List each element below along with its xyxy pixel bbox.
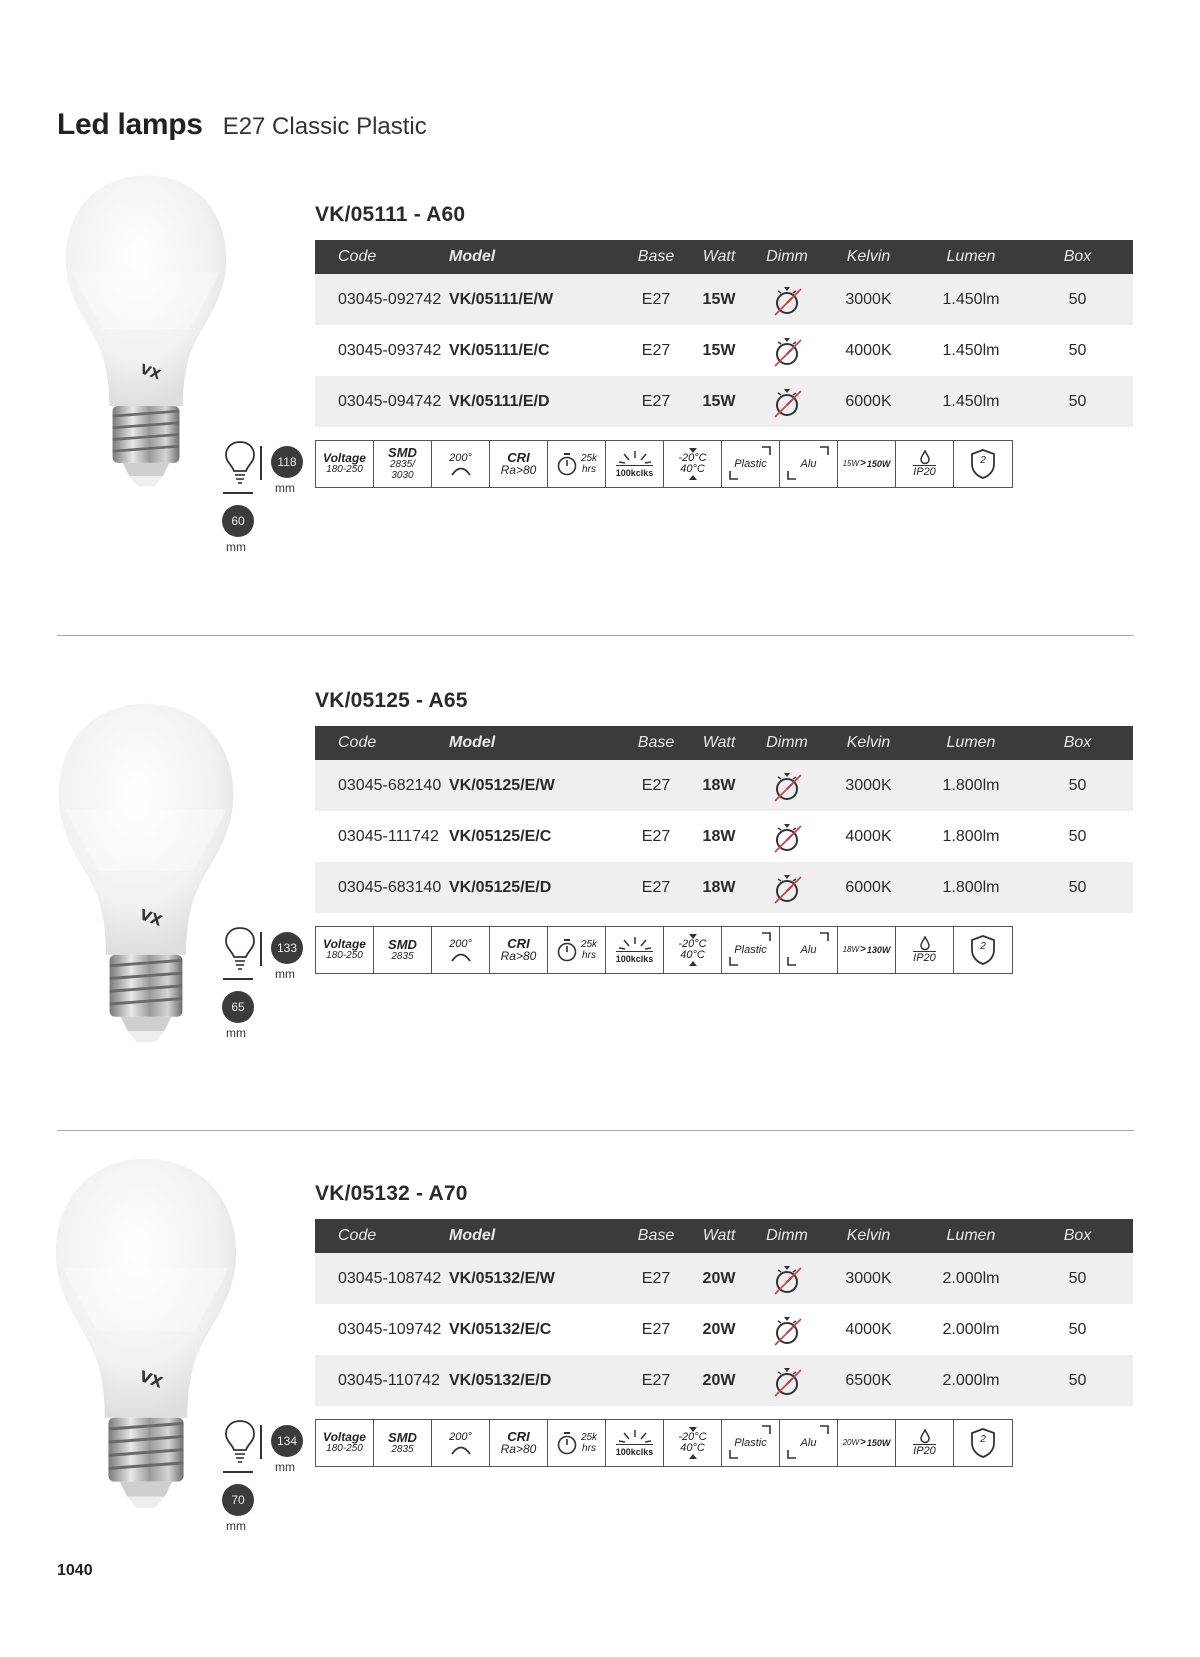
product-model: VK/05111/E/D <box>449 392 550 410</box>
equiv-watt: 15W <box>842 459 860 468</box>
product-box: 50 <box>1068 776 1087 794</box>
column-header-base: Base <box>637 1227 675 1244</box>
voltage-value: 180-250 <box>326 464 363 475</box>
table-row <box>315 862 1133 913</box>
lifetime-value: 25k <box>580 1432 598 1443</box>
dimm-cell <box>757 871 817 905</box>
equivalent-watt-feature <box>838 441 896 487</box>
equivalent-watt-feature <box>838 927 896 973</box>
dimm-cell <box>757 334 817 368</box>
cri-value: Ra>80 <box>500 1442 537 1456</box>
product-base: E27 <box>641 290 671 308</box>
bulb-outline-icon <box>223 1419 257 1467</box>
body-material-value: Plastic <box>734 944 767 956</box>
product-kelvin: 4000K <box>845 341 892 359</box>
no-dimming-icon <box>770 1364 804 1398</box>
product-kelvin: 6000K <box>845 878 892 896</box>
voltage-feature <box>316 1420 374 1466</box>
column-header-base: Base <box>637 248 675 265</box>
equiv-watt: 18W <box>842 945 860 954</box>
equiv-incandescent: 150W <box>866 1438 891 1448</box>
product-kelvin: 4000K <box>845 1320 892 1338</box>
led-bulb-image <box>62 172 230 498</box>
product-code: 03045-111742 <box>338 827 439 845</box>
product-title: VK/05125 - A65 <box>315 689 468 712</box>
temp-high: 40°C <box>680 1442 705 1454</box>
no-dimming-icon <box>770 1262 804 1296</box>
temp-low: -20°C <box>678 452 707 464</box>
column-header-model: Model <box>449 734 496 751</box>
product-box: 50 <box>1068 827 1087 845</box>
cri-feature <box>490 1420 548 1466</box>
column-header-box: Box <box>1063 248 1092 265</box>
dimm-cell <box>757 1313 817 1347</box>
product-box: 50 <box>1068 1269 1087 1287</box>
temp-low: -20°C <box>678 1431 707 1443</box>
water-drop-icon <box>919 1429 931 1444</box>
cri-value: Ra>80 <box>500 463 537 477</box>
ip-rating-value: IP20 <box>913 952 936 964</box>
no-dimming-icon <box>770 283 804 317</box>
section-divider <box>57 1130 1134 1131</box>
column-header-dimm: Dimm <box>766 1227 808 1244</box>
dimension-block <box>215 926 305 1046</box>
diameter-unit: mm <box>226 540 246 554</box>
ip-rating-feature <box>896 1420 954 1466</box>
height-badge: 118 <box>271 446 303 478</box>
arrow-up-icon <box>689 475 697 480</box>
dimm-cell <box>757 283 817 317</box>
product-kelvin: 3000K <box>845 776 892 794</box>
switching-value: 100kclks <box>616 951 654 965</box>
table-row <box>315 1355 1133 1406</box>
lifetime-feature <box>548 1420 606 1466</box>
product-base: E27 <box>641 341 671 359</box>
lifetime-feature <box>548 441 606 487</box>
smd-value: 2835 <box>391 950 414 962</box>
height-unit: mm <box>275 481 295 495</box>
no-dimming-icon <box>770 820 804 854</box>
corner-bracket-icon <box>780 927 836 971</box>
switch-burst-icon <box>615 935 655 951</box>
voltage-feature <box>316 441 374 487</box>
column-header-kelvin: Kelvin <box>846 734 891 751</box>
height-marker <box>260 1425 262 1459</box>
voltage-label: Voltage <box>323 1430 366 1444</box>
stopwatch-icon <box>556 938 578 962</box>
product-watt: 20W <box>702 1371 736 1389</box>
smd-value: 2835/ 3030 <box>389 459 416 481</box>
product-base: E27 <box>641 878 671 896</box>
warranty-feature <box>954 441 1012 487</box>
product-base: E27 <box>641 392 671 410</box>
product-code: 03045-092742 <box>338 290 442 308</box>
lifetime-text <box>581 1432 597 1454</box>
temperature-feature <box>664 1420 722 1466</box>
ip-rating-feature <box>896 441 954 487</box>
product-code: 03045-682140 <box>338 776 442 794</box>
no-dimming-icon <box>770 769 804 803</box>
product-kelvin: 4000K <box>845 827 892 845</box>
led-bulb-image <box>55 700 237 1055</box>
feature-strip <box>315 926 1013 974</box>
product-lumen: 2.000lm <box>942 1320 1000 1338</box>
width-marker <box>223 492 253 494</box>
beam-angle-value: 200° <box>449 452 472 464</box>
switching-feature <box>606 1420 664 1466</box>
diameter-unit: mm <box>226 1519 246 1533</box>
table-row <box>315 760 1133 811</box>
water-drop-icon <box>919 936 931 951</box>
height-unit: mm <box>275 1460 295 1474</box>
column-header-code: Code <box>338 1227 377 1244</box>
voltage-label: Voltage <box>323 451 366 465</box>
equiv-incandescent: 130W <box>866 945 891 955</box>
lifetime-feature <box>548 927 606 973</box>
column-header-model: Model <box>449 248 496 265</box>
arrow-up-icon <box>689 1454 697 1459</box>
beam-arc-icon <box>449 464 473 476</box>
column-header-base: Base <box>637 734 675 751</box>
warranty-feature <box>954 927 1012 973</box>
product-base: E27 <box>641 1269 671 1287</box>
column-header-kelvin: Kelvin <box>846 1227 891 1244</box>
heatsink-feature <box>780 441 838 487</box>
body-material-feature <box>722 927 780 973</box>
column-header-lumen: Lumen <box>946 734 996 751</box>
table-header <box>315 1219 1133 1253</box>
lifetime-unit: hrs <box>582 1443 596 1454</box>
product-box: 50 <box>1068 290 1087 308</box>
product-base: E27 <box>641 776 671 794</box>
product-kelvin: 3000K <box>845 290 892 308</box>
product-watt: 15W <box>702 290 736 308</box>
product-lumen: 1.450lm <box>942 392 1000 410</box>
table-header <box>315 726 1133 760</box>
smd-value: 2835 <box>391 1443 414 1455</box>
column-header-watt: Watt <box>702 248 736 265</box>
no-dimming-icon <box>770 385 804 419</box>
temp-low: -20°C <box>678 938 707 950</box>
heatsink-feature <box>780 1420 838 1466</box>
dimm-cell <box>757 1262 817 1296</box>
column-header-dimm: Dimm <box>766 248 808 265</box>
switching-feature <box>606 927 664 973</box>
dimension-block <box>215 1419 305 1539</box>
warranty-years: 2 <box>980 1434 986 1445</box>
diameter-badge: 65 <box>222 991 254 1023</box>
section-divider <box>57 635 1134 636</box>
voltage-label: Voltage <box>323 937 366 951</box>
warranty-years: 2 <box>980 455 986 466</box>
smd-label: SMD <box>388 936 417 952</box>
cri-label: CRI <box>507 450 530 465</box>
product-code: 03045-110742 <box>338 1371 441 1389</box>
body-material-value: Plastic <box>734 1437 767 1449</box>
height-unit: mm <box>275 967 295 981</box>
heatsink-value: Alu <box>800 1437 817 1449</box>
led-bulb-image <box>52 1155 240 1521</box>
height-marker <box>260 932 262 966</box>
page-title <box>57 108 427 142</box>
height-badge: 134 <box>271 1425 303 1457</box>
corner-bracket-icon <box>722 927 778 971</box>
bulb-outline-icon <box>223 440 257 488</box>
width-marker <box>223 978 253 980</box>
product-code: 03045-094742 <box>338 392 442 410</box>
spec-table <box>315 726 1133 913</box>
spec-table <box>315 240 1133 427</box>
lifetime-unit: hrs <box>582 464 596 475</box>
bulb-image <box>52 1155 240 1526</box>
product-box: 50 <box>1068 341 1087 359</box>
product-watt: 15W <box>702 341 736 359</box>
column-header-box: Box <box>1063 734 1092 751</box>
voltage-value: 180-250 <box>326 950 363 961</box>
bulb-image <box>62 172 230 503</box>
voltage-value: 180-250 <box>326 1443 363 1454</box>
feature-strip <box>315 440 1013 488</box>
column-header-lumen: Lumen <box>946 1227 996 1244</box>
svg-text:VX: VX <box>137 1367 166 1392</box>
dimm-cell <box>757 385 817 419</box>
cri-label: CRI <box>507 936 530 951</box>
product-lumen: 1.800lm <box>942 878 1000 896</box>
no-dimming-icon <box>770 334 804 368</box>
smd-feature <box>374 1420 432 1466</box>
product-model: VK/05132/E/C <box>449 1320 552 1338</box>
product-title: VK/05111 - A60 <box>315 203 466 226</box>
cri-feature <box>490 927 548 973</box>
table-row <box>315 274 1133 325</box>
smd-label: SMD <box>388 445 417 460</box>
product-watt: 20W <box>702 1320 736 1338</box>
smd-label: SMD <box>388 1429 417 1445</box>
cri-value: Ra>80 <box>500 949 537 963</box>
product-base: E27 <box>641 1371 671 1389</box>
arrow-up-icon <box>689 961 697 966</box>
lifetime-value: 25k <box>580 453 598 464</box>
product-lumen: 1.450lm <box>942 290 1000 308</box>
product-kelvin: 3000K <box>845 1269 892 1287</box>
temp-high: 40°C <box>680 463 705 475</box>
dimm-cell <box>757 820 817 854</box>
dimm-cell <box>757 1364 817 1398</box>
spec-table <box>315 1219 1133 1406</box>
product-watt: 18W <box>702 776 736 794</box>
heatsink-value: Alu <box>800 944 817 956</box>
product-model: VK/05111/E/W <box>449 290 554 308</box>
column-header-dimm: Dimm <box>766 734 808 751</box>
corner-bracket-icon <box>722 441 778 485</box>
product-lumen: 2.000lm <box>942 1269 1000 1287</box>
product-model: VK/05132/E/D <box>449 1371 552 1389</box>
dimension-block <box>215 440 305 560</box>
temp-high: 40°C <box>680 949 705 961</box>
product-box: 50 <box>1068 1371 1087 1389</box>
product-watt: 15W <box>702 392 736 410</box>
product-code: 03045-109742 <box>338 1320 442 1338</box>
smd-feature <box>374 927 432 973</box>
switching-value: 100kclks <box>616 465 654 479</box>
ip-rating-feature <box>896 927 954 973</box>
no-dimming-icon <box>770 871 804 905</box>
product-watt: 18W <box>702 827 736 845</box>
product-model: VK/05125/E/D <box>449 878 552 896</box>
bulb-image <box>55 700 237 1060</box>
product-title: VK/05132 - A70 <box>315 1182 468 1205</box>
lifetime-unit: hrs <box>582 950 596 961</box>
dimm-cell <box>757 769 817 803</box>
warranty-years: 2 <box>980 941 986 952</box>
beam-angle-value: 200° <box>449 938 472 950</box>
diameter-unit: mm <box>226 1026 246 1040</box>
lifetime-value: 25k <box>580 939 598 950</box>
equivalent-watt-feature <box>838 1420 896 1466</box>
heatsink-value: Alu <box>800 458 817 470</box>
product-lumen: 1.450lm <box>942 341 1000 359</box>
product-kelvin: 6500K <box>845 1371 892 1389</box>
product-kelvin: 6000K <box>845 392 892 410</box>
product-model: VK/05111/E/C <box>449 341 550 359</box>
width-marker <box>223 1471 253 1473</box>
height-marker <box>260 446 262 480</box>
height-badge: 133 <box>271 932 303 964</box>
body-material-feature <box>722 441 780 487</box>
smd-feature <box>374 441 432 487</box>
page-subtitle: E27 Classic Plastic <box>222 113 427 140</box>
product-model: VK/05132/E/W <box>449 1269 555 1287</box>
equiv-incandescent: 150W <box>866 459 891 469</box>
table-row <box>315 376 1133 427</box>
cri-label: CRI <box>507 1429 530 1444</box>
temperature-feature <box>664 927 722 973</box>
column-header-code: Code <box>338 734 377 751</box>
page-title-main: Led lamps <box>57 108 203 141</box>
stopwatch-icon <box>556 452 578 476</box>
corner-bracket-icon <box>780 1420 836 1464</box>
svg-text:VX: VX <box>137 906 165 930</box>
product-code: 03045-093742 <box>338 341 442 359</box>
product-base: E27 <box>641 827 671 845</box>
table-row <box>315 1253 1133 1304</box>
beam-angle-feature <box>432 927 490 973</box>
corner-bracket-icon <box>780 441 836 485</box>
body-material-feature <box>722 1420 780 1466</box>
product-box: 50 <box>1068 392 1087 410</box>
product-model: VK/05125/E/C <box>449 827 552 845</box>
cri-feature <box>490 441 548 487</box>
table-header <box>315 240 1133 274</box>
voltage-feature <box>316 927 374 973</box>
switch-burst-icon <box>615 449 655 465</box>
column-header-watt: Watt <box>702 734 736 751</box>
table-row <box>315 811 1133 862</box>
beam-angle-feature <box>432 1420 490 1466</box>
ip-rating-value: IP20 <box>913 466 936 478</box>
switch-burst-icon <box>615 1428 655 1444</box>
product-code: 03045-108742 <box>338 1269 442 1287</box>
switching-value: 100kclks <box>616 1444 654 1458</box>
page-number: 1040 <box>57 1562 93 1579</box>
table-row <box>315 1304 1133 1355</box>
ip-rating-value: IP20 <box>913 1445 936 1457</box>
bulb-outline-icon <box>223 926 257 974</box>
column-header-model: Model <box>449 1227 496 1244</box>
svg-text:VX: VX <box>137 362 163 384</box>
temperature-feature <box>664 441 722 487</box>
no-dimming-icon <box>770 1313 804 1347</box>
equiv-arrow: > <box>860 1437 866 1448</box>
product-model: VK/05125/E/W <box>449 776 555 794</box>
corner-bracket-icon <box>722 1420 778 1464</box>
product-lumen: 1.800lm <box>942 776 1000 794</box>
lifetime-text <box>581 939 597 961</box>
beam-angle-value: 200° <box>449 1431 472 1443</box>
heatsink-feature <box>780 927 838 973</box>
product-base: E27 <box>641 1320 671 1338</box>
product-lumen: 1.800lm <box>942 827 1000 845</box>
warranty-feature <box>954 1420 1012 1466</box>
switching-feature <box>606 441 664 487</box>
column-header-lumen: Lumen <box>946 248 996 265</box>
column-header-kelvin: Kelvin <box>846 248 891 265</box>
diameter-badge: 60 <box>222 505 254 537</box>
diameter-badge: 70 <box>222 1484 254 1516</box>
stopwatch-icon <box>556 1431 578 1455</box>
equiv-arrow: > <box>860 458 866 469</box>
product-box: 50 <box>1068 878 1087 896</box>
product-watt: 20W <box>702 1269 736 1287</box>
body-material-value: Plastic <box>734 458 767 470</box>
product-watt: 18W <box>702 878 736 896</box>
equiv-watt: 20W <box>842 1438 860 1447</box>
table-row <box>315 325 1133 376</box>
product-code: 03045-683140 <box>338 878 442 896</box>
product-lumen: 2.000lm <box>942 1371 1000 1389</box>
feature-strip <box>315 1419 1013 1467</box>
beam-angle-feature <box>432 441 490 487</box>
lifetime-text <box>581 453 597 475</box>
beam-arc-icon <box>449 950 473 962</box>
column-header-watt: Watt <box>702 1227 736 1244</box>
water-drop-icon <box>919 450 931 465</box>
column-header-code: Code <box>338 248 377 265</box>
equiv-arrow: > <box>860 944 866 955</box>
beam-arc-icon <box>449 1443 473 1455</box>
product-box: 50 <box>1068 1320 1087 1338</box>
column-header-box: Box <box>1063 1227 1092 1244</box>
